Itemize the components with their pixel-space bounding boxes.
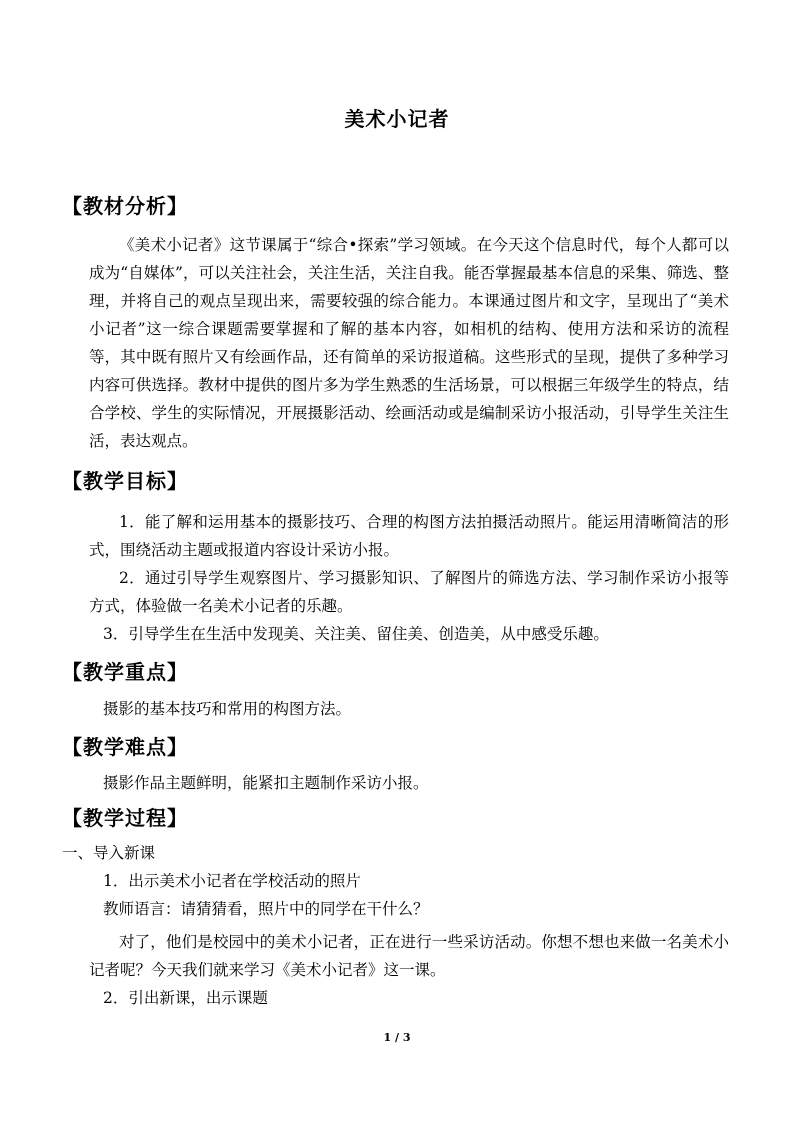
page-number: 1 / 3 xyxy=(383,1031,411,1044)
heading-key-points: 【教学重点】 xyxy=(62,660,188,684)
heading-goals: 【教学目标】 xyxy=(62,469,188,493)
paragraph-analysis: 《美术小记者》这节课属于“综合•探索”学习领域。在今天这个信息时代，每个人都可以成为“自媒体”，可以关注社会，关注生活，关注自我。能否掌握最基本信息的采集、筛选、整理，并将自己的观点呈现出来，需要较强的综合能力。本课通过图片和文字，呈现出了“美术小记者”这一综合课题需要掌握和了解的基本内容，如相机的结构、使用方法和采访的流程等，其中既有照片又有绘画作品，还有简单的采访报道稿。这些形式的呈现，提供了多种学习内容可供选择。教材中提供的图片多为学生熟悉的生活场景，可以根据三年级学生的特点，结合学校、学生的实际情况，开展摄影活动、绘画活动或是编制采访小报活动，引导学生关注生活，表达观点。 xyxy=(89,236,729,450)
goal-item-2: 2．通过引导学生观察图片、学习摄影知识、了解图片的筛选方法、学习制作采访小报等方式，体验做一名美术小记者的乐趣。 xyxy=(89,569,729,615)
difficulties-text: 摄影作品主题鲜明，能紧扣主题制作采访小报。 xyxy=(103,774,429,792)
heading-difficulties: 【教学难点】 xyxy=(62,735,188,759)
page-title: 美术小记者 xyxy=(344,107,450,131)
key-points-text: 摄影的基本技巧和常用的构图方法。 xyxy=(103,700,352,718)
teacher-language: 教师语言：请猜猜看，照片中的同学在干什么？ xyxy=(103,900,429,918)
process-part-1: 一、导入新课 xyxy=(62,844,156,862)
process-followup: 对了，他们是校园中的美术小记者，正在进行一些采访活动。你想不想也来做一名美术小记者呢？今天我们就来学习《美术小记者》这一课。 xyxy=(89,933,729,979)
heading-process: 【教学过程】 xyxy=(62,806,188,830)
process-step-2: 2．引出新课，出示课题 xyxy=(103,989,268,1007)
heading-analysis: 【教材分析】 xyxy=(62,194,188,218)
goal-item-3: 3．引导学生在生活中发现美、关注美、留住美、创造美，从中感受乐趣。 xyxy=(103,625,609,643)
process-step-1: 1．出示美术小记者在学校活动的照片 xyxy=(103,872,361,890)
goal-item-1: 1．能了解和运用基本的摄影技巧、合理的构图方法拍摄活动照片。能运用清晰简洁的形式，围绕活动主题或报道内容设计采访小报。 xyxy=(89,513,729,559)
